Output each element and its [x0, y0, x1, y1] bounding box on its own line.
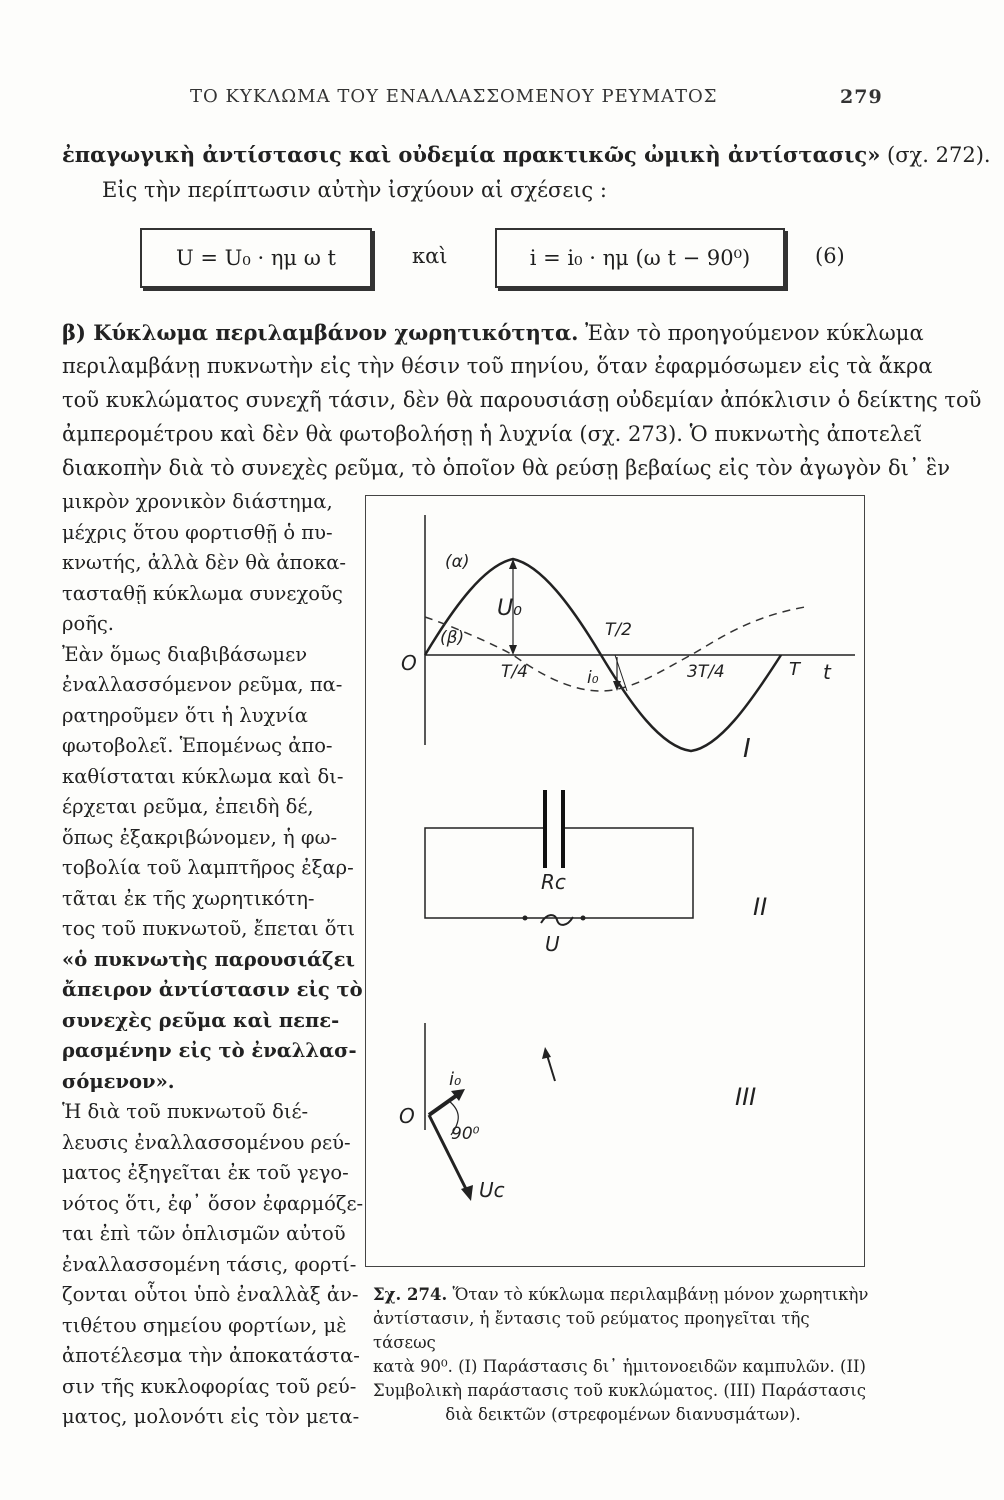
- caption-line-2: ἀντίστασιν, ἡ ἔντασις τοῦ ρεύματος προηγεῖται τῆς τάσεως: [373, 1309, 810, 1352]
- U-label: U: [545, 932, 560, 956]
- section-b-line-4: ἀμπερομέτρου καὶ δὲν θὰ φωτοβολήσῃ ἡ λυχνία (σχ. 273). Ὁ πυκνωτὴς ἀποτελεῖ: [62, 422, 923, 446]
- section-b-text: Ἐὰν τὸ προηγούμενον κύκλωμα: [585, 321, 924, 345]
- rotation-arrow-head: [542, 1047, 551, 1059]
- left-column-line: μικρὸν χρονικὸν διάστημα,: [62, 490, 333, 513]
- part-II-label: II: [753, 893, 768, 921]
- left-column-line: τιθέτου σημείου φορτίων, μὲ: [62, 1313, 347, 1337]
- caption-line-1: [373, 1283, 873, 1307]
- left-column-line: συνεχὲς ρεῦμα καὶ πεπε-: [62, 1008, 340, 1032]
- T-over-2-label: T/2: [605, 620, 632, 640]
- rotation-arrow: [547, 1055, 555, 1081]
- T-label: T: [789, 659, 800, 680]
- left-column-line: σιν τῆς κυκλοφορίας τοῦ ρεύ-: [62, 1374, 357, 1398]
- left-column-line: ζονται οὗτοι ὑπὸ ἐναλλὰξ ἀν-: [62, 1283, 359, 1306]
- running-header: ΤΟ ΚΥΚΛΩΜΑ ΤΟΥ ΕΝΑΛΛΑΣΣΟΜΕΝΟΥ ΡΕΥΜΑΤΟΣ: [190, 86, 718, 107]
- caption-line-3: κατὰ 90⁰. (Ι) Παράστασις δι᾽ ἡμιτονοειδῶν καμπυλῶν. (ΙΙ): [373, 1357, 866, 1376]
- left-column-line: τασταθῇ κύκλωμα συνεχοῦς: [62, 581, 343, 605]
- section-b-line-1: [62, 320, 924, 345]
- U0-label: U₀: [497, 596, 522, 621]
- left-column-line: ἐναλλασσόμενον ρεῦμα, πα-: [62, 673, 343, 696]
- left-column-line: ἐναλλασσομένη τάσις, φορτί-: [62, 1252, 357, 1276]
- equation-connector: καὶ: [412, 244, 448, 268]
- left-column-line: ἄπειρον ἀντίστασιν εἰς τὸ: [62, 978, 363, 1001]
- left-column-line: λευσις ἐναλλασσομένου ρεύ-: [62, 1130, 351, 1154]
- left-column-line: ματος, μολονότι εἰς τὸν μετα-: [62, 1405, 360, 1428]
- origin-label-2: O: [399, 1104, 415, 1128]
- left-column-line: καθίσταται κύκλωμα καὶ δι-: [62, 764, 344, 788]
- left-column-line: έρχεται ρεῦμα, ἐπειδὴ δέ,: [62, 795, 314, 818]
- caption-line-4: Συμβολικὴ παράστασις τοῦ κυκλώματος. (ΙΙΙ) Παράστασις: [373, 1381, 866, 1400]
- part-I-label: I: [743, 734, 751, 764]
- left-column-line: Ἐὰν ὅμως διαβιβάσωμεν: [62, 642, 308, 666]
- figure-caption: [373, 1283, 873, 1427]
- curve-a-label: (α): [445, 552, 470, 572]
- i0-label-1: i₀: [587, 668, 599, 688]
- Uc-label: Uc: [479, 1178, 505, 1202]
- section-b-line-3: τοῦ κυκλώματος συνεχῆ τάσιν, δὲν θὰ παρουσιάσῃ οὐδεμίαν ἀπόκλισιν ὁ δείκτης τοῦ: [62, 388, 982, 412]
- left-column-line: «ὁ πυκνωτὴς παρουσιάζει: [62, 947, 355, 971]
- left-column-line: ματος ἐξηγεῖται ἐκ τοῦ γεγο-: [62, 1161, 349, 1184]
- i0-label-2: i₀: [449, 1069, 462, 1090]
- left-column-line: τᾶται ἐκ τῆς χωρητικότη-: [62, 886, 315, 910]
- ac-terminal-right: [581, 916, 586, 921]
- angle-label: 90⁰: [451, 1124, 480, 1144]
- intro-line-2: Εἰς τὴν περίπτωσιν αὐτὴν ἰσχύουν αἱ σχέσεις :: [102, 178, 607, 202]
- left-column-line: νότος ὅτι, ἐφ᾽ ὅσον ἐφαρμόζε-: [62, 1191, 364, 1215]
- U0-arrow-head-bottom: [509, 645, 517, 655]
- intro-figure-ref: (σχ. 272).: [887, 143, 991, 167]
- section-b-heading: β) Κύκλωμα περιλαμβάνον χωρητικότητα.: [62, 320, 579, 345]
- Uc-phasor-head: [461, 1185, 473, 1201]
- left-column-line: Ἡ διὰ τοῦ πυκνωτοῦ διέ-: [62, 1100, 309, 1123]
- T-over-4-label: T/4: [501, 662, 528, 682]
- 3T-over-4-label: 3T/4: [687, 662, 725, 682]
- origin-label-1: O: [401, 651, 417, 675]
- current-equation-box: i = i₀ · ημ (ω t − 90⁰): [495, 228, 785, 288]
- left-column-line: ἀποτέλεσμα τὴν ἀποκατάστα-: [62, 1344, 360, 1367]
- capacitor-gap: [547, 823, 561, 833]
- voltage-equation-box: U = U₀ · ημ ω t: [140, 228, 372, 288]
- left-column-line: σόμενον».: [62, 1069, 175, 1093]
- left-column-line: ρατηροῦμεν ὅτι ἡ λυχνία: [62, 703, 308, 727]
- left-column-line: ὅπως ἐξακριβώνομεν, ἡ φω-: [62, 825, 338, 849]
- left-column-line: κνωτής, ἀλλὰ δὲν θὰ ἀποκα-: [62, 551, 347, 574]
- t-label: t: [823, 660, 831, 684]
- Rc-label: Rc: [541, 870, 566, 894]
- caption-label: Σχ. 274.: [373, 1285, 448, 1304]
- left-column-line: μέχρις ὅτου φορτισθῇ ὁ πυ-: [62, 520, 333, 544]
- ac-source-symbol: [541, 915, 573, 925]
- section-b-line-5: διακοπὴν διὰ τὸ συνεχὲς ρεῦμα, τὸ ὁποῖον θὰ ρεύσῃ βεβαίως εἰς τὸν ἀγωγὸν δι᾽ ἓν: [62, 456, 951, 480]
- left-column-line: ρασμένην εἰς τὸ ἐναλλασ-: [62, 1039, 357, 1062]
- curve-b-label: (β): [440, 628, 465, 648]
- section-b-line-2: περιλαμβάνῃ πυκνωτὴν εἰς τὴν θέσιν τοῦ πηνίου, ὅταν ἐφαρμόσωμεν εἰς τὰ ἄκρα: [62, 354, 933, 378]
- left-column-line: ται ἐπὶ τῶν ὁπλισμῶν αὐτοῦ: [62, 1222, 346, 1245]
- caption-text-1: Ὅταν τὸ κύκλωμα περιλαμβάνῃ μόνον χωρητικὴν: [452, 1285, 869, 1304]
- intro-line-1: [62, 142, 991, 167]
- figure-274: [365, 495, 865, 1265]
- left-column-line: τοβολία τοῦ λαμπτῆρος ἐξαρ-: [62, 856, 354, 879]
- left-column-line: ροῆς.: [62, 612, 115, 635]
- caption-line-5: διὰ δεικτῶν (στρεφομένων διανυσμάτων).: [445, 1405, 801, 1424]
- equation-number: (6): [815, 244, 845, 268]
- intro-bold-text: ἐπαγωγικὴ ἀντίστασις καὶ οὐδεμία πρακτικῶς ὠμικὴ ἀντίστασις»: [62, 142, 881, 167]
- left-column-line: φωτοβολεῖ. Ἑπομένως ἀπο-: [62, 734, 333, 757]
- ac-terminal-left: [523, 916, 528, 921]
- part-III-label: III: [735, 1083, 757, 1111]
- left-column-line: τος τοῦ πυκνωτοῦ, ἔπεται ὅτι: [62, 917, 355, 940]
- page-number: 279: [840, 86, 883, 108]
